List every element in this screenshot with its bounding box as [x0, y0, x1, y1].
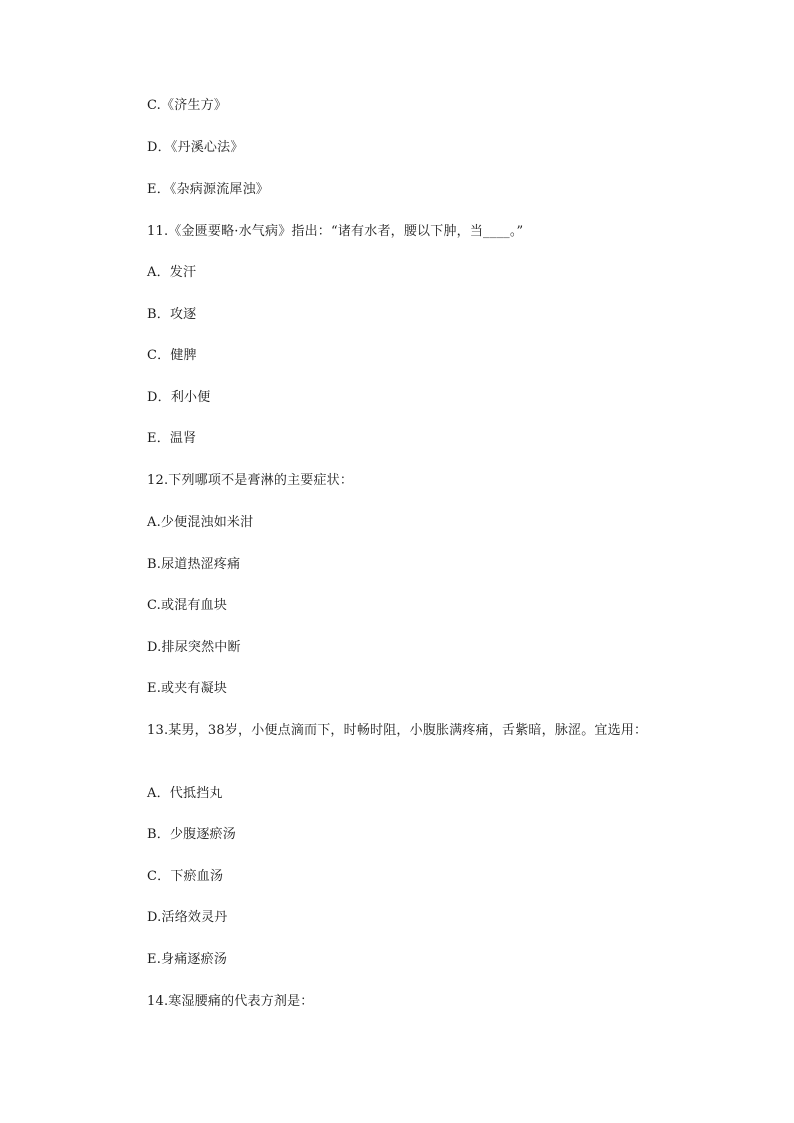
- option-a-q12: A.少便混浊如米泔: [147, 515, 254, 530]
- question-12: 12.下列哪项不是膏淋的主要症状：: [147, 473, 354, 488]
- option-a-q11: A．发汗: [147, 265, 197, 280]
- option-b-q13: B．少腹逐瘀汤: [147, 827, 236, 842]
- option-c-q10: C.《济生方》: [147, 98, 228, 113]
- option-e-q10: E．《杂病源流犀浊》: [147, 182, 269, 197]
- option-d-q13: D.活络效灵丹: [147, 910, 228, 925]
- question-13: 13.某男，38岁，小便点滴而下，时畅时阻，小腹胀满疼痛，舌紫暗，脉涩。宜选用：: [147, 723, 648, 738]
- question-11: 11.《金匮要略·水气病》指出：“诸有水者，腰以下肿，当____。”: [147, 224, 524, 239]
- option-d-q12: D.排尿突然中断: [147, 640, 241, 655]
- option-c-q11: C．健脾: [147, 348, 197, 363]
- option-d-q10: D．《丹溪心法》: [147, 140, 244, 155]
- option-e-q13: E.身痛逐瘀汤: [147, 952, 228, 967]
- option-b-q11: B．攻逐: [147, 307, 197, 322]
- option-a-q13: A．代抵挡丸: [147, 786, 223, 801]
- option-c-q13: C．下瘀血汤: [147, 869, 224, 884]
- option-d-q11: D．利小便: [147, 390, 211, 405]
- question-14: 14.寒湿腰痛的代表方剂是：: [147, 994, 314, 1009]
- option-b-q12: B.尿道热涩疼痛: [147, 557, 241, 572]
- option-c-q12: C.或混有血块: [147, 598, 228, 613]
- option-e-q11: E．温肾: [147, 431, 197, 446]
- option-e-q12: E.或夹有凝块: [147, 681, 228, 696]
